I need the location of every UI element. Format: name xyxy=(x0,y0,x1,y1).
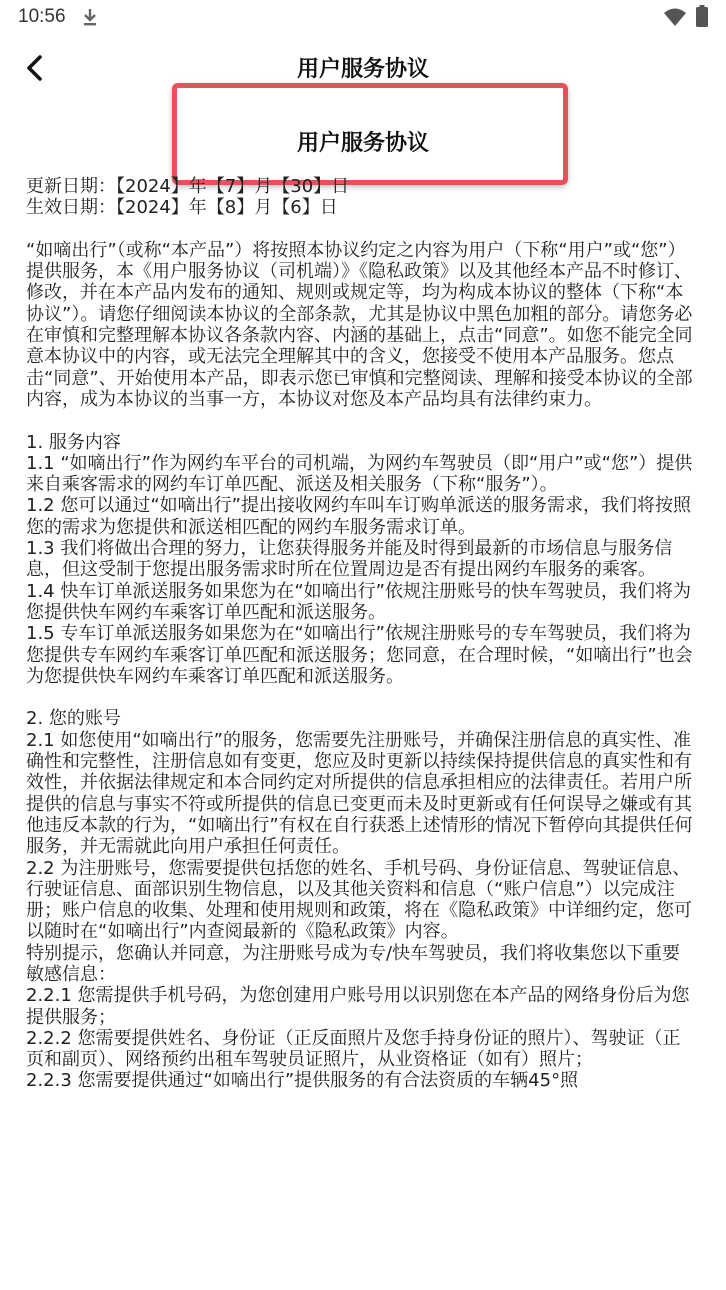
section-item: 特别提示，您确认并同意，为注册账号成为专/快车驾驶员，我们将收集您以下重要敏感信息： xyxy=(26,942,681,985)
section-item: 1.4 快车订单派送服务如果您为在“如嘀出行”依规注册账号的快车驾驶员，我们将为您提供快车网约车乘客订单匹配和派送服务。 xyxy=(26,580,691,623)
section-title: 1. 服务内容 xyxy=(26,431,121,453)
section-item: 1.1 “如嘀出行”作为网约车平台的司机端，为网约车驾驶员（即“用户”或“您”）提供来自乘客需求的网约车订单匹配、派送及相关服务（下称“服务”）。 xyxy=(26,452,693,496)
document-body xyxy=(26,176,696,1092)
section-item: 2.2.1 您需提供手机号码，为您创建用户账号用以识别您在本产品的网络身份后为您提供服务； xyxy=(26,985,690,1028)
updated-date: 更新日期：【2024】年【7】月【30】日 xyxy=(26,176,350,197)
wifi-icon xyxy=(664,7,686,27)
section-item: 2.2.3 您需要提供通过“如嘀出行”提供服务的有合法资质的车辆45°照 xyxy=(26,1070,579,1092)
effective-date: 生效日期：【2024】年【8】月【6】日 xyxy=(26,197,338,219)
status-bar xyxy=(0,0,726,34)
intro-paragraph: “如嘀出行”（或称“本产品”）将按照本协议约定之内容为用户（下称“用户”或“您”）提供服务，本《用户服务协议（司机端）》《隐私政策》以及其他经本产品不时修订、修改，并在本产品内发布的通知、规则或规定等，均为构成本协议的整体（下称“本协议”）。请您仔细阅读本协议的全部条款，尤其是协议中黑色加粗的部分。请您务必在审慎和完整理解本协议各条款内容、内涵的基础上，点击“同意”。如您不能完全同意本协议中的内容，或无法完全理解其中的含义，您接受不使用本产品服务。您点击“同意”、开始使用本产品，即表示您已审慎和完整阅读、理解和接受本协议的全部内容，成为本协议的当事一方，本协议对您及本产品均具有法律约束力。 xyxy=(26,239,693,410)
status-time: 10:56 xyxy=(18,6,66,27)
page-title: 用户服务协议 xyxy=(296,57,429,82)
section-title: 2. 您的账号 xyxy=(26,708,121,730)
download-icon xyxy=(80,7,100,27)
document-heading: 用户服务协议 xyxy=(296,131,429,156)
section-item: 2.2.2 您需要提供姓名、身份证（正反面照片及您手持身份证的照片）、驾驶证（正页和副页）、网络预约出租车驾驶员证照片，从业资格证（如有）照片； xyxy=(26,1027,681,1071)
section-item: 2.2 为注册账号，您需要提供包括您的姓名、手机号码、身份证信息、驾驶证信息、行驶证信息、面部识别生物信息，以及其他关资料和信息（“账户信息”）以完成注册；账户信息的收集、处理和使用规则和政策，将在《隐私政策》中详细约定，您可以随时在“如嘀出行”内查阅最新的《隐私政策》内容。 xyxy=(26,857,692,943)
battery-icon xyxy=(696,5,708,27)
section-item: 1.2 您可以通过“如嘀出行”提出接收网约车叫车订购单派送的服务需求，我们将按照您的需求为您提供和派送相匹配的网约车服务需求订单。 xyxy=(26,495,691,538)
section-item: 2.1 如您使用“如嘀出行”的服务，您需要先注册账号，并确保注册信息的真实性、准确性和完整性，注册信息如有变更，您应及时更新以持续保持提供信息的真实性和有效性，并依据法律规定和本合同约定对所提供的信息承担相应的法律责任。若用户所提供的信息与事实不符或所提供的信息已变更而未及时更新或有任何误导之嫌或有其他违反本款的行为，“如嘀出行”有权在自行获悉上述情形的情况下暂停向其提供任何服务，并无需就此向用户承担任何责任。 xyxy=(26,729,693,858)
section-item: 1.3 我们将做出合理的努力，让您获得服务并能及时得到最新的市场信息与服务信息，但这受制于您提出服务需求时所在位置周边是否有提出网约车服务的乘客。 xyxy=(26,538,673,581)
section-item: 1.5 专车订单派送服务如果您为在“如嘀出行”依规注册账号的专车驾驶员，我们将为您提供专车网约车乘客订单匹配和派送服务；您同意，在合理时候，“如嘀出行”也会为您提供快车网约车乘客订单匹配和派送服务。 xyxy=(26,623,693,687)
